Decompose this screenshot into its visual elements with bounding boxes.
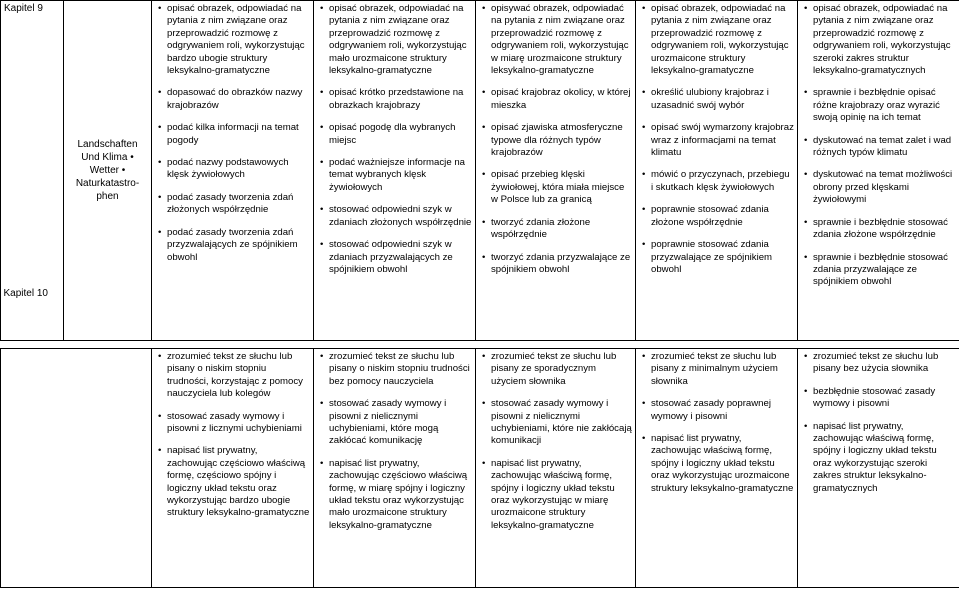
requirement-item: • tworzyć zdania przyzwalające ze spójnikiem obwohl bbox=[479, 252, 632, 277]
theme-line: Und Klima • bbox=[81, 152, 134, 163]
grade-column-4 bbox=[476, 1, 636, 341]
requirement-item: • zrozumieć tekst ze słuchu lub pisany z minimalnym użyciem słownika bbox=[639, 351, 794, 388]
requirement-item: • opisać zjawiska atmosferyczne typowe dla różnych typów krajobrazów bbox=[479, 122, 632, 159]
requirement-item: • podać nazwy podstawowych klęsk żywiołowych bbox=[155, 157, 310, 182]
requirement-item: • opisać obrazek, odpowiadać na pytania z nim związane oraz przeprowadzić rozmowę z odgrywaniem roli, wykorzystując urozmaicone struktury leksykalno-gramatyczne bbox=[639, 3, 794, 77]
requirement-item: • podać kilka informacji na temat pogody bbox=[155, 122, 310, 147]
requirement-item: • dyskutować na temat możliwości obrony przed klęskami żywiołowymi bbox=[801, 169, 956, 206]
theme-line: Wetter • bbox=[89, 165, 126, 176]
requirement-item: • opisać obrazek, odpowiadać na pytania z nim związane oraz przeprowadzić rozmowę z odgrywaniem roli, wykorzystując mało urozmaicone struktury leksykalno-gramatyczne bbox=[317, 3, 472, 77]
requirement-item: • podać zasady tworzenia zdań przyzwalających ze spójnikiem obwohl bbox=[155, 227, 310, 264]
grade-column-2 bbox=[152, 1, 314, 341]
requirement-item: • dyskutować na temat zalet i wad różnych typów klimatu bbox=[801, 135, 956, 160]
grade-column-6 bbox=[798, 1, 959, 341]
requirement-item: • sprawnie i bezbłędnie stosować zdania przyzwalające ze spójnikiem obwohl bbox=[801, 252, 956, 289]
requirement-item: • zrozumieć tekst ze słuchu lub pisany ze sporadycznym użyciem słownika bbox=[479, 351, 632, 388]
requirement-item: • opisać krótko przedstawione na obrazkach krajobrazy bbox=[317, 87, 472, 112]
requirement-item: • napisać list prywatny, zachowując właściwą formę, spójny i logiczny układ tekstu oraz wykorzystując szeroki zakres struktur leksykalno-gramatycznych bbox=[801, 421, 956, 495]
requirement-item: • stosować zasady wymowy i pisowni z licznymi uchybieniami bbox=[155, 411, 310, 436]
grade-column-5-bottom bbox=[636, 349, 798, 588]
grade-column-5 bbox=[636, 1, 798, 341]
requirement-item: • tworzyć zdania złożone współrzędnie bbox=[479, 217, 632, 242]
requirement-item: • zrozumieć tekst ze słuchu lub pisany o niskim stopniu trudności bez pomocy nauczyciela bbox=[317, 351, 472, 388]
bottom-blank-cell bbox=[1, 349, 152, 588]
requirement-item: • zrozumieć tekst ze słuchu lub pisany o niskim stopniu trudności, korzystając z pomocy nauczyciela lub kolegów bbox=[155, 351, 310, 401]
requirement-item: • poprawnie stosować zdania złożone współrzędnie bbox=[639, 204, 794, 229]
theme-cell bbox=[64, 1, 152, 341]
requirement-item: • określić ulubiony krajobraz i uzasadnić swój wybór bbox=[639, 87, 794, 112]
theme-line: phen bbox=[96, 191, 119, 202]
requirement-item: • zrozumieć tekst ze słuchu lub pisany bez użycia słownika bbox=[801, 351, 956, 376]
requirement-item: • stosować zasady poprawnej wymowy i pisowni bbox=[639, 398, 794, 423]
requirement-item: • stosować zasady wymowy i pisowni z nielicznymi uchybieniami, które nie zakłócają komunikacji bbox=[479, 398, 632, 448]
requirement-item: • napisać list prywatny, zachowując właściwą formę, spójny i logiczny układ tekstu oraz wykorzystując urozmaicone struktury leksykalno-gramatyczne bbox=[639, 433, 794, 495]
chapter-cell bbox=[1, 1, 64, 341]
requirement-item: • stosować odpowiedni szyk w zdaniach złożonych współrzędnie bbox=[317, 204, 472, 229]
grade-column-6-bottom bbox=[798, 349, 959, 588]
requirement-item: • napisać list prywatny, zachowując częściowo właściwą formę, w miarę spójny i logiczny układ tekstu oraz wykorzystując mało urozmaicone struktury leksykalno-gramatyczne bbox=[317, 458, 472, 532]
requirement-item: • stosować odpowiedni szyk w zdaniach przyzwalających ze spójnikiem obwohl bbox=[317, 239, 472, 276]
grade-column-3-bottom bbox=[314, 349, 476, 588]
requirement-item: • bezbłędnie stosować zasady wymowy i pisowni bbox=[801, 386, 956, 411]
requirement-item: • opisywać obrazek, odpowiadać na pytania z nim związane oraz przeprowadzić rozmowę z odgrywaniem roli, wykorzystując w miarę urozmaicone struktury leksykalno-gramatyczne bbox=[479, 3, 632, 77]
requirement-item: • podać zasady tworzenia zdań złożonych współrzędnie bbox=[155, 192, 310, 217]
theme-line: Naturkatastro- bbox=[75, 178, 140, 189]
requirement-item: • napisać list prywatny, zachowując właściwą formę, spójny i logiczny układ tekstu oraz wykorzystując w miarę urozmaicone struktury leksykalno-gramatyczne bbox=[479, 458, 632, 532]
requirement-item: • opisać krajobraz okolicy, w której mieszka bbox=[479, 87, 632, 112]
requirement-item: • sprawnie i bezbłędnie opisać różne krajobrazy oraz wyrazić swoją opinię na ich temat bbox=[801, 87, 956, 124]
requirement-item: • opisać pogodę dla wybranych miejsc bbox=[317, 122, 472, 147]
requirement-item: • opisać swój wymarzony krajobraz wraz z informacjami na temat klimatu bbox=[639, 122, 794, 159]
grade-column-3 bbox=[314, 1, 476, 341]
requirement-item: • poprawnie stosować zdania przyzwalające ze spójnikiem obwohl bbox=[639, 239, 794, 276]
requirement-item: • opisać obrazek, odpowiadać na pytania z nim związane oraz przeprowadzić rozmowę z odgrywaniem roli, wykorzystując bardzo ubogie struktury leksykalno-gramatyczne bbox=[155, 3, 310, 77]
grade-column-2-bottom bbox=[152, 349, 314, 588]
requirement-item: • napisać list prywatny, zachowując częściowo właściwą formę, częściowo spójny i logiczny układ tekstu oraz wykorzystując bardzo ubogie struktury leksykalno-gramatyczne bbox=[155, 445, 310, 519]
requirement-item: • opisać przebieg klęski żywiołowej, która miała miejsce w Polsce lub za granicą bbox=[479, 169, 632, 206]
requirement-item: • stosować zasady wymowy i pisowni z nielicznymi uchybieniami, które mogą zakłócać komunikację bbox=[317, 398, 472, 448]
requirement-item: • podać ważniejsze informacje na temat wybranych klęsk żywiołowych bbox=[317, 157, 472, 194]
chapter-9-label: Kapitel 9 bbox=[4, 3, 43, 14]
theme-line: Landschaften bbox=[77, 139, 138, 150]
requirement-item: • dopasować do obrazków nazwy krajobrazów bbox=[155, 87, 310, 112]
requirement-item: • opisać obrazek, odpowiadać na pytania z nim związane oraz przeprowadzić rozmowę z odgrywaniem roli, wykorzystując szeroki zakres struktur leksykalno-gramatycznych bbox=[801, 3, 956, 77]
requirements-table-bottom bbox=[0, 348, 959, 588]
requirement-item: • mówić o przyczynach, przebiegu i skutkach klęsk żywiołowych bbox=[639, 169, 794, 194]
requirement-item: • sprawnie i bezbłędnie stosować zdania złożone współrzędnie bbox=[801, 217, 956, 242]
grade-column-4-bottom bbox=[476, 349, 636, 588]
chapter-10-label: Kapitel 10 bbox=[3, 287, 48, 299]
